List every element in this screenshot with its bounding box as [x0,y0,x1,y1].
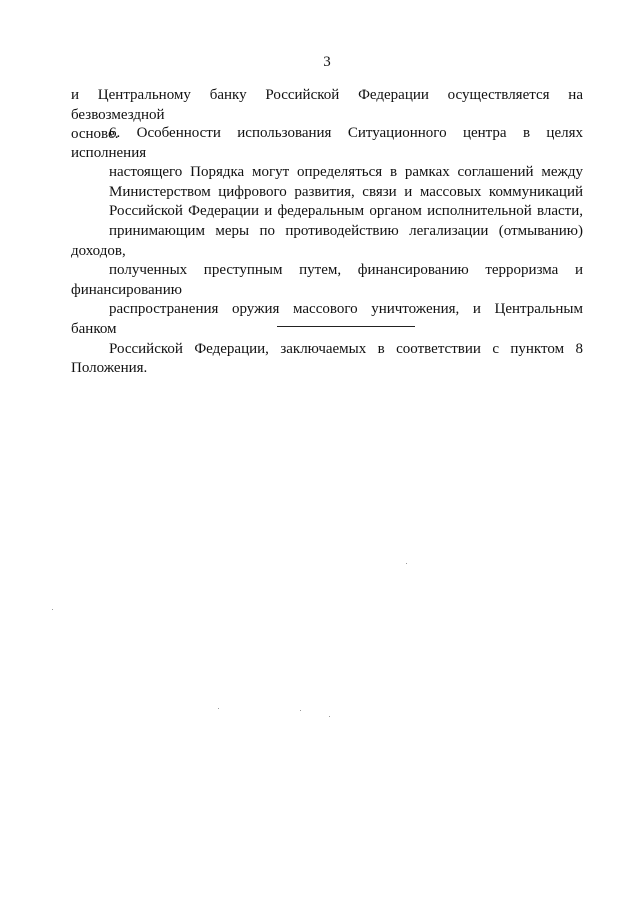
text-line: принимающим меры по противодействию легализации (отмыванию) доходов, [71,222,583,259]
scan-speck [406,563,407,564]
text-line: Российской Федерации и федеральным органом исполнительной власти, [109,203,583,220]
paragraph-item-6 [71,124,583,379]
page-number: 3 [323,54,331,70]
text-line: настоящего Порядка могут определяться в рамках соглашений между [109,164,583,181]
text-line: 6. Особенности использования Ситуационного центра в целях исполнения [71,125,583,161]
end-separator-line [277,326,415,327]
text-line: основе. [71,126,119,143]
scan-speck [218,708,219,709]
text-line: и Центральному банку Российской Федерации осуществляется на безвозмездной [71,87,583,123]
text-line: Министерством цифрового развития, связи и массовых коммуникаций [109,183,583,200]
scan-speck [300,710,301,711]
text-line: Российской Федерации, заключаемых в соответствии с пунктом 8 Положения. [71,340,583,377]
text-line: распространения оружия массового уничтожения, и Центральным банком [71,301,583,337]
scan-speck [329,716,330,717]
scan-speck [52,609,53,610]
text-line: полученных преступным путем, финансированию терроризма и финансированию [71,262,583,298]
